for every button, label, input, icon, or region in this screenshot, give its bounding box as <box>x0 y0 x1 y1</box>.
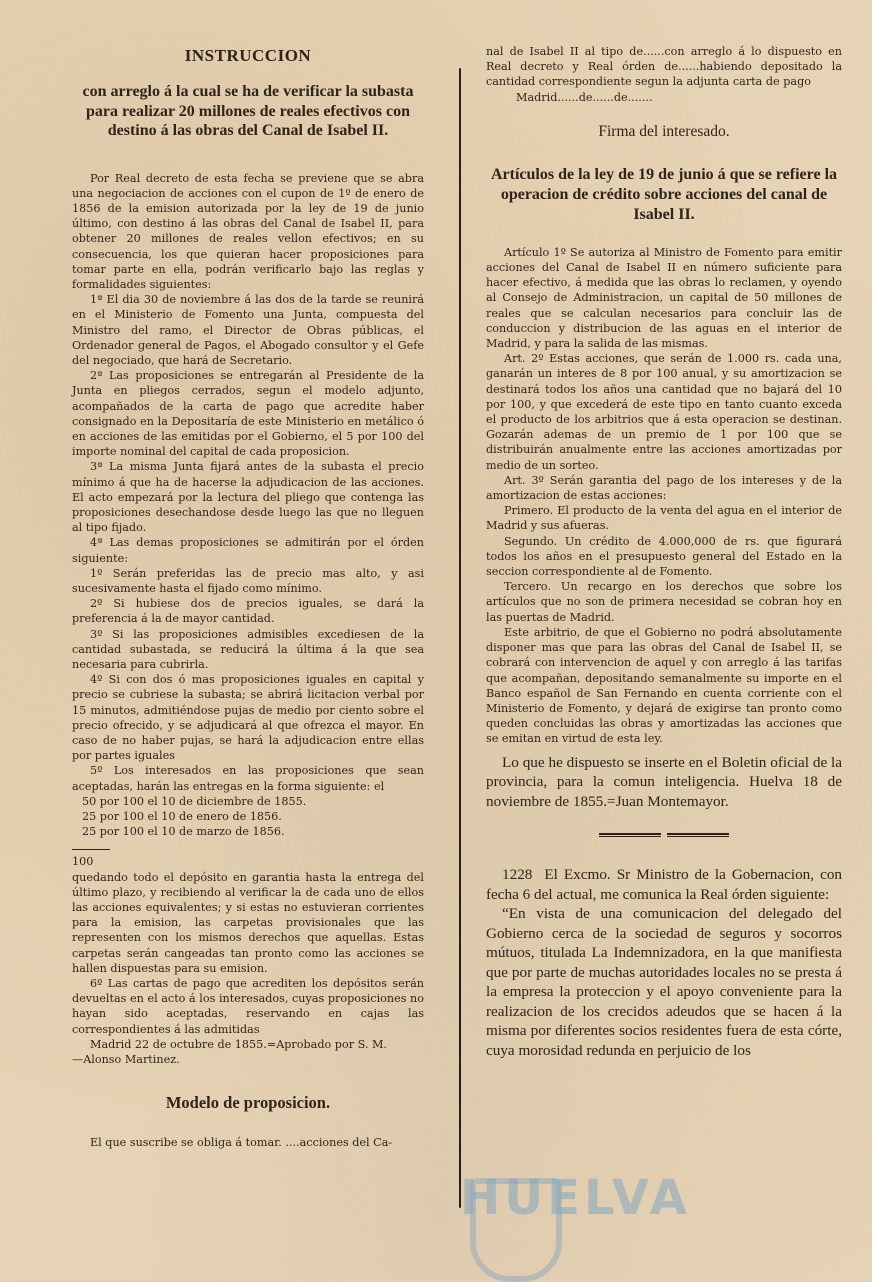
payment-item: 50 por 100 el 10 de diciembre de 1855. <box>82 794 307 808</box>
instruction-subtitle: con arreglo á la cual se ha de verificar la subasta para realizar 20 millones de reales efectivos con destino á las obras del Canal de Isabel II. <box>82 83 414 139</box>
rule-4: 4ª Las demas proposiciones se admitirán por el órden siguiente: <box>72 536 424 565</box>
instruction-title: INSTRUCCION <box>184 46 312 65</box>
model-heading: Modelo de proposicion. <box>165 1093 331 1113</box>
articles-heading: Artículos de la ley de 19 de junio á que se refiere la operacion de crédito sobre acciones del canal de Isabel II. <box>490 165 838 223</box>
instruction-body <box>72 171 424 1068</box>
closing-paragraph: Lo que he dispuesto se inserte en el Boletin oficial de la provincia, para la comun inteligencia. Huelva 18 de noviembre de 1855.=Juan Montemayor. <box>486 753 842 810</box>
articles-body <box>486 245 842 747</box>
section-ornament <box>599 833 729 839</box>
footnote-rule <box>72 849 110 850</box>
intro-paragraph: Por Real decreto de esta fecha se previene que se abra una negociacion de acciones con el cupon de 1º de enero de 1856 de la emision autorizada por la ley de 19 de junio último, con destino á las obras del Canal de Isabel II, para obtener 20 millones de reales vellon efectivos; en su consecuencia, los que quieran hacer proposiciones para tomar parte en ella, podrán verificarlo bajo las reglas y formalidades siguientes: <box>72 171 424 291</box>
article-3-arbitrio: Este arbitrio, de que el Gobierno no podrá absolutamente disponer mas que para las obras del Canal de Isabel II, se cobrará con intervencion de aquel y con arreglo á las tarifas que acompañan, depositando semanalmente su importe en el Banco español de San Fernando en cuenta corriente con el Ministerio de Fomento, y dejará de exigirse tan pronto como queden concluidas las obras y amortizadas las acciones que se emitan en virtud de esta ley. <box>486 625 842 746</box>
rule-1: 1ª El dia 30 de noviembre á las dos de la tarde se reunirá en el Ministerio de Fomento una Junta, compuesta del Ministro del ramo, el Director de Obras públicas, el Ordenador general de Pagos, el Abogado consultor y el Gefe del negociado, que hará de Secretario. <box>72 293 424 367</box>
sub-rule-5: 5º Los interesados en las proposiciones que sean aceptadas, harán las entregas en la forma siguiente: el <box>72 764 424 793</box>
model-start: El que suscribe se obliga á tomar. ....acciones del Ca- <box>90 1136 393 1150</box>
rule-6: 6º Las cartas de pago que acrediten los depósitos serán devueltas en el acto á los interesados, cuyas proposiciones no hayan sido aceptadas, reservando en cajas las correspondientes á las admitidas <box>72 977 424 1036</box>
article-3-third: Tercero. Un recargo en los derechos que sobre los artículos que no son de primera necesidad se cobran hoy en las puertas de Madrid. <box>486 580 842 624</box>
model-date: Madrid......de......de....... <box>516 90 653 104</box>
footnote-number: 100 <box>72 855 94 869</box>
right-column <box>486 44 842 1060</box>
closing-block <box>486 753 842 812</box>
order-block <box>486 865 842 1060</box>
watermark-huelva: HUELVA <box>460 1170 691 1226</box>
payment-item: 25 por 100 el 10 de enero de 1856. <box>82 810 282 824</box>
model-signature: Firma del interesado. <box>598 122 730 140</box>
rule-3: 3ª La misma Junta fijará antes de la subasta el precio mínimo á que ha de hacerse la adjudicacion de las acciones. El acto empezará por la lectura del pliego que contenga las proposiciones desechandose desde luego las que no lleguen al tipo fijado. <box>72 460 424 535</box>
order-quote: “En vista de una comunicacion del delegado del Gobierno cerca de la sociedad de seguros y socorros mútuos, titulada La Indemnizadora, en la que manifiesta que por parte de muchas autoridades locales no se presta á la empresa la proteccion y el apoyo conveniente para la realizacion de los crecidos adeudos que se hacen á la misma por diferentes socios residentes fuera de esta córte, cuya morosidad redunda en perjuicio de los <box>486 905 842 1059</box>
rule-2: 2ª Las proposiciones se entregarán al Presidente de la Junta en pliegos cerrados, segun el modelo adjunto, acompañados de la carta de pago que acredite haber consignado en la Depositaría de este Ministerio en metálico ó en acciones de las emitidas por el Gobierno, el 5 por 100 del importe nominal del capital de cada proposicion. <box>72 369 424 459</box>
order-text: El Excmo. Sr Ministro de la Gobernacion, con fecha 6 del actual, me comunica la Real órden siguiente: <box>486 866 843 903</box>
article-3-second: Segundo. Un crédito de 4.000,000 de rs. que figurará todos los años en el presupuesto general del Estado en la seccion correspondiente al de Fomento. <box>486 534 842 579</box>
article-1: Artículo 1º Se autoriza al Ministro de Fomento para emitir acciones del Canal de Isabel II en número suficiente para hacer efectivo, á medida que las obras lo reclamen, y oyendo al Consejo de Administracion, un capital de 50 millones de reales que se calculan necesarios para concluir las de conduccion y distribucion de las aguas en el interior de Madrid, y para la salida de las mismas. <box>486 245 842 351</box>
approval-signature: —Alonso Martinez. <box>72 1053 180 1067</box>
article-3-first: Primero. El producto de la venta del agua en el interior de Madrid y sus afueras. <box>486 504 842 533</box>
payment-item: 25 por 100 el 10 de marzo de 1856. <box>82 825 285 839</box>
sub-rule-3: 3º Si las proposiciones admisibles excediesen de la cantidad subastada, se reducirá la última á la que sea necesaria para cubrirla. <box>72 627 424 671</box>
continuation-paragraph: quedando todo el depósito en garantia hasta la entrega del último plazo, y recibiendo al verificar la de cada uno de ellos las acciones equivalentes; y si estas no estuvieran corrientes para la emision, las carpetas provisionales que las representen con los mismos derechos que aquellas. Estas carpetas serán cangeadas tan pronto como las acciones se hallen dispuestas para su emision. <box>72 870 424 975</box>
order-number: 1228 <box>502 866 533 884</box>
payment-schedule <box>72 794 424 840</box>
model-continuation: nal de Isabel II al tipo de......con arreglo á lo dispuesto en Real decreto y Real órden de......habiendo depositado la cantidad correspondiente segun la adjunta carta de pago <box>486 45 842 89</box>
article-2: Art. 2º Estas acciones, que serán de 1.000 rs. cada una, ganarán un interes de 8 por 100 anual, y su amortizacion se destinará todos los años una cantidad que no bajará del 10 por 100, y que excederá de este tipo en tanto cuanto exceda el producto de los arbitrios que á esta operacion se destinan. Gozarán ademas de un premio de 1 por 100 que se distribuirán anualmente entre las acciones amortizadas por medio de un sorteo. <box>486 352 842 472</box>
sub-rule-1: 1º Serán preferidas las de precio mas alto, y asi sucesivamente hasta el fijado como mínimo. <box>72 566 424 595</box>
approval-line: Madrid 22 de octubre de 1855.=Aprobado por S. M. <box>90 1037 387 1051</box>
article-3: Art. 3º Serán garantia del pago de los intereses y de la amortizacion de estas acciones: <box>486 473 842 503</box>
sub-rule-2: 2º Si hubiese dos de precios iguales, se dará la preferencia á la de mayor cantidad. <box>72 597 424 626</box>
left-column <box>72 44 424 1150</box>
sub-rule-4: 4º Si con dos ó mas proposiciones iguales en capital y precio se cubriese la subasta; se abrirá licitacion verbal por 15 minutos, admitiéndose pujas de medio por ciento sobre el precio ofrecido, y se adjudicará al que ofrezca el mayor. En caso de no haber pujas, se hará la adjudicacion entre ellas por partes iguales <box>72 673 424 763</box>
column-divider <box>459 68 461 1208</box>
